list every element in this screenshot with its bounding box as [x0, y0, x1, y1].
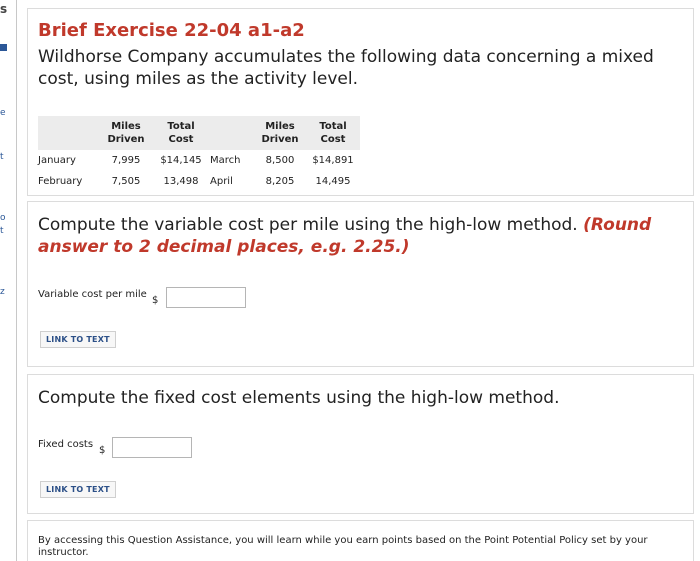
sidebar-letter: s	[0, 2, 8, 16]
month-cell: March	[210, 155, 241, 166]
miles-cell: 7,505	[111, 176, 141, 187]
cost-cell: 13,498	[163, 176, 199, 187]
sidebar-divider	[16, 0, 17, 561]
cost-cell: $14,891	[312, 155, 354, 166]
fixed-cost-question: Compute the fixed cost elements using the high-low method.	[38, 388, 560, 408]
total-cost-header: Total Cost	[319, 121, 347, 145]
variable-cost-label: Variable cost per mile	[38, 289, 147, 300]
link-to-text-button[interactable]: LINK TO TEXT	[40, 481, 116, 498]
assistance-notice: By accessing this Question Assistance, you will learn while you earn points based on the Point Potential Policy set by your instructor.	[38, 535, 648, 558]
sidebar-mark[interactable]: t	[0, 152, 4, 162]
exercise-panel	[27, 8, 694, 196]
sidebar-square-icon	[0, 44, 7, 51]
link-to-text-button[interactable]: LINK TO TEXT	[40, 331, 116, 348]
left-sidebar	[0, 0, 26, 561]
variable-cost-question: Compute the variable cost per mile using the high-low method. (Round answer to 2 decimal places, e.g. 2.25.)	[38, 215, 652, 257]
mileage-cost-table	[38, 116, 360, 192]
variable-cost-input[interactable]	[166, 287, 246, 308]
cost-cell: $14,145	[160, 155, 202, 166]
month-cell: February	[38, 176, 83, 187]
sidebar-mark[interactable]: e	[0, 108, 6, 118]
exercise-title: Brief Exercise 22-04 a1-a2	[38, 20, 305, 41]
total-cost-header: Total Cost	[167, 121, 195, 145]
cost-cell: 14,495	[315, 176, 351, 187]
sidebar-mark[interactable]: o	[0, 213, 6, 223]
month-cell: January	[38, 155, 76, 166]
currency-symbol: $	[99, 445, 106, 456]
sidebar-mark[interactable]: t	[0, 226, 4, 236]
exercise-intro: Wildhorse Company accumulates the following data concerning a mixed cost, using miles as the activity level.	[38, 47, 654, 89]
fixed-cost-label: Fixed costs	[38, 439, 94, 450]
fixed-cost-input[interactable]	[112, 437, 192, 458]
miles-driven-header: Miles Driven	[261, 121, 299, 145]
month-header	[210, 116, 254, 150]
table-row	[38, 150, 360, 171]
month-header	[38, 116, 100, 150]
rounding-hint: (Round answer to 2 decimal places, e.g. 2.25.)	[38, 215, 652, 257]
table-row	[38, 171, 360, 192]
miles-cell: 7,995	[111, 155, 141, 166]
fixed-cost-panel	[27, 374, 694, 514]
sidebar-mark[interactable]: z	[0, 287, 5, 297]
table-header-row	[38, 116, 360, 150]
variable-cost-panel	[27, 201, 694, 367]
currency-symbol: $	[152, 295, 159, 306]
month-cell: April	[210, 176, 233, 187]
miles-driven-header: Miles Driven	[107, 121, 145, 145]
miles-cell: 8,500	[265, 155, 295, 166]
assistance-notice-panel	[27, 520, 694, 561]
miles-cell: 8,205	[265, 176, 295, 187]
